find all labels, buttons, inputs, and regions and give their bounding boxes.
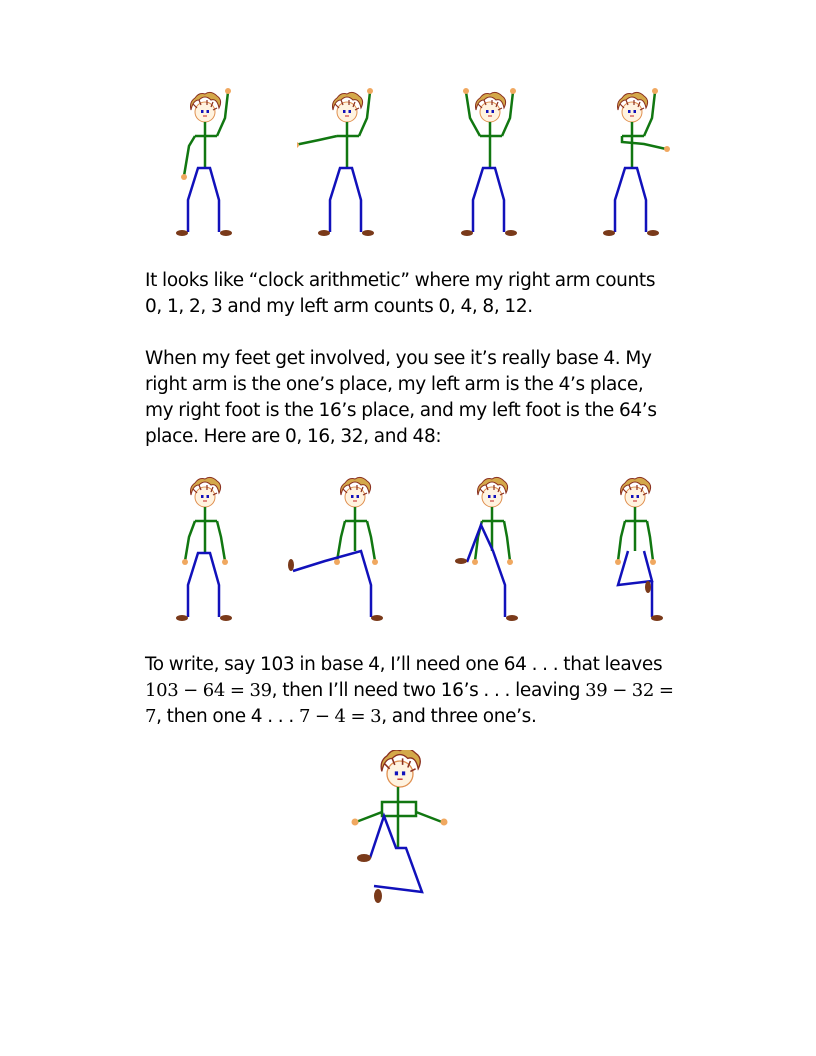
stick-figure-32 [447,465,547,625]
text-line: To write, say 103 in base 4, I’ll need one 64 . . . that leaves [145,654,663,675]
text-line: place. Here are 0, 16, 32, and 48: [145,426,442,447]
text-fragment: , and three one’s. [381,706,537,727]
stick-figure-3 [582,80,682,240]
stick-figure-16 [285,465,395,625]
paragraph-clock-arithmetic [145,268,673,320]
stick-figure-1 [297,80,397,240]
text-line: It looks like “clock arithmetic” where my right arm counts [145,270,656,291]
text-fragment: , then I’ll need two 16’s . . . leaving [271,680,586,701]
stick-figure-103 [340,750,460,910]
text-line [145,678,673,704]
stick-figure-2 [440,80,540,240]
stick-figure-0b [155,465,255,625]
paragraph-base-4 [145,346,673,450]
text-line: When my feet get involved, you see it’s really base 4. My [145,348,652,369]
text-line: right arm is the one’s place, my left arm is the 4’s place, [145,374,644,395]
figure-row-2 [145,465,673,625]
equation: 7 − 4 = 3 [298,706,382,727]
stick-figure-48 [590,465,690,625]
text-line: my right foot is the 16’s place, and my left foot is the 64’s [145,400,657,421]
text-fragment: , then one 4 . . . [156,706,299,727]
text-line: 0, 1, 2, 3 and my left arm counts 0, 4, 8, 12. [145,296,533,317]
equation: 7 [145,706,157,727]
text-line [145,704,673,730]
stick-figure-0 [155,80,255,240]
figure-row-1 [145,80,673,240]
paragraph-write-103 [145,652,673,730]
equation: 39 − 32 = [585,680,674,701]
equation: 103 − 64 = 39 [145,680,272,701]
